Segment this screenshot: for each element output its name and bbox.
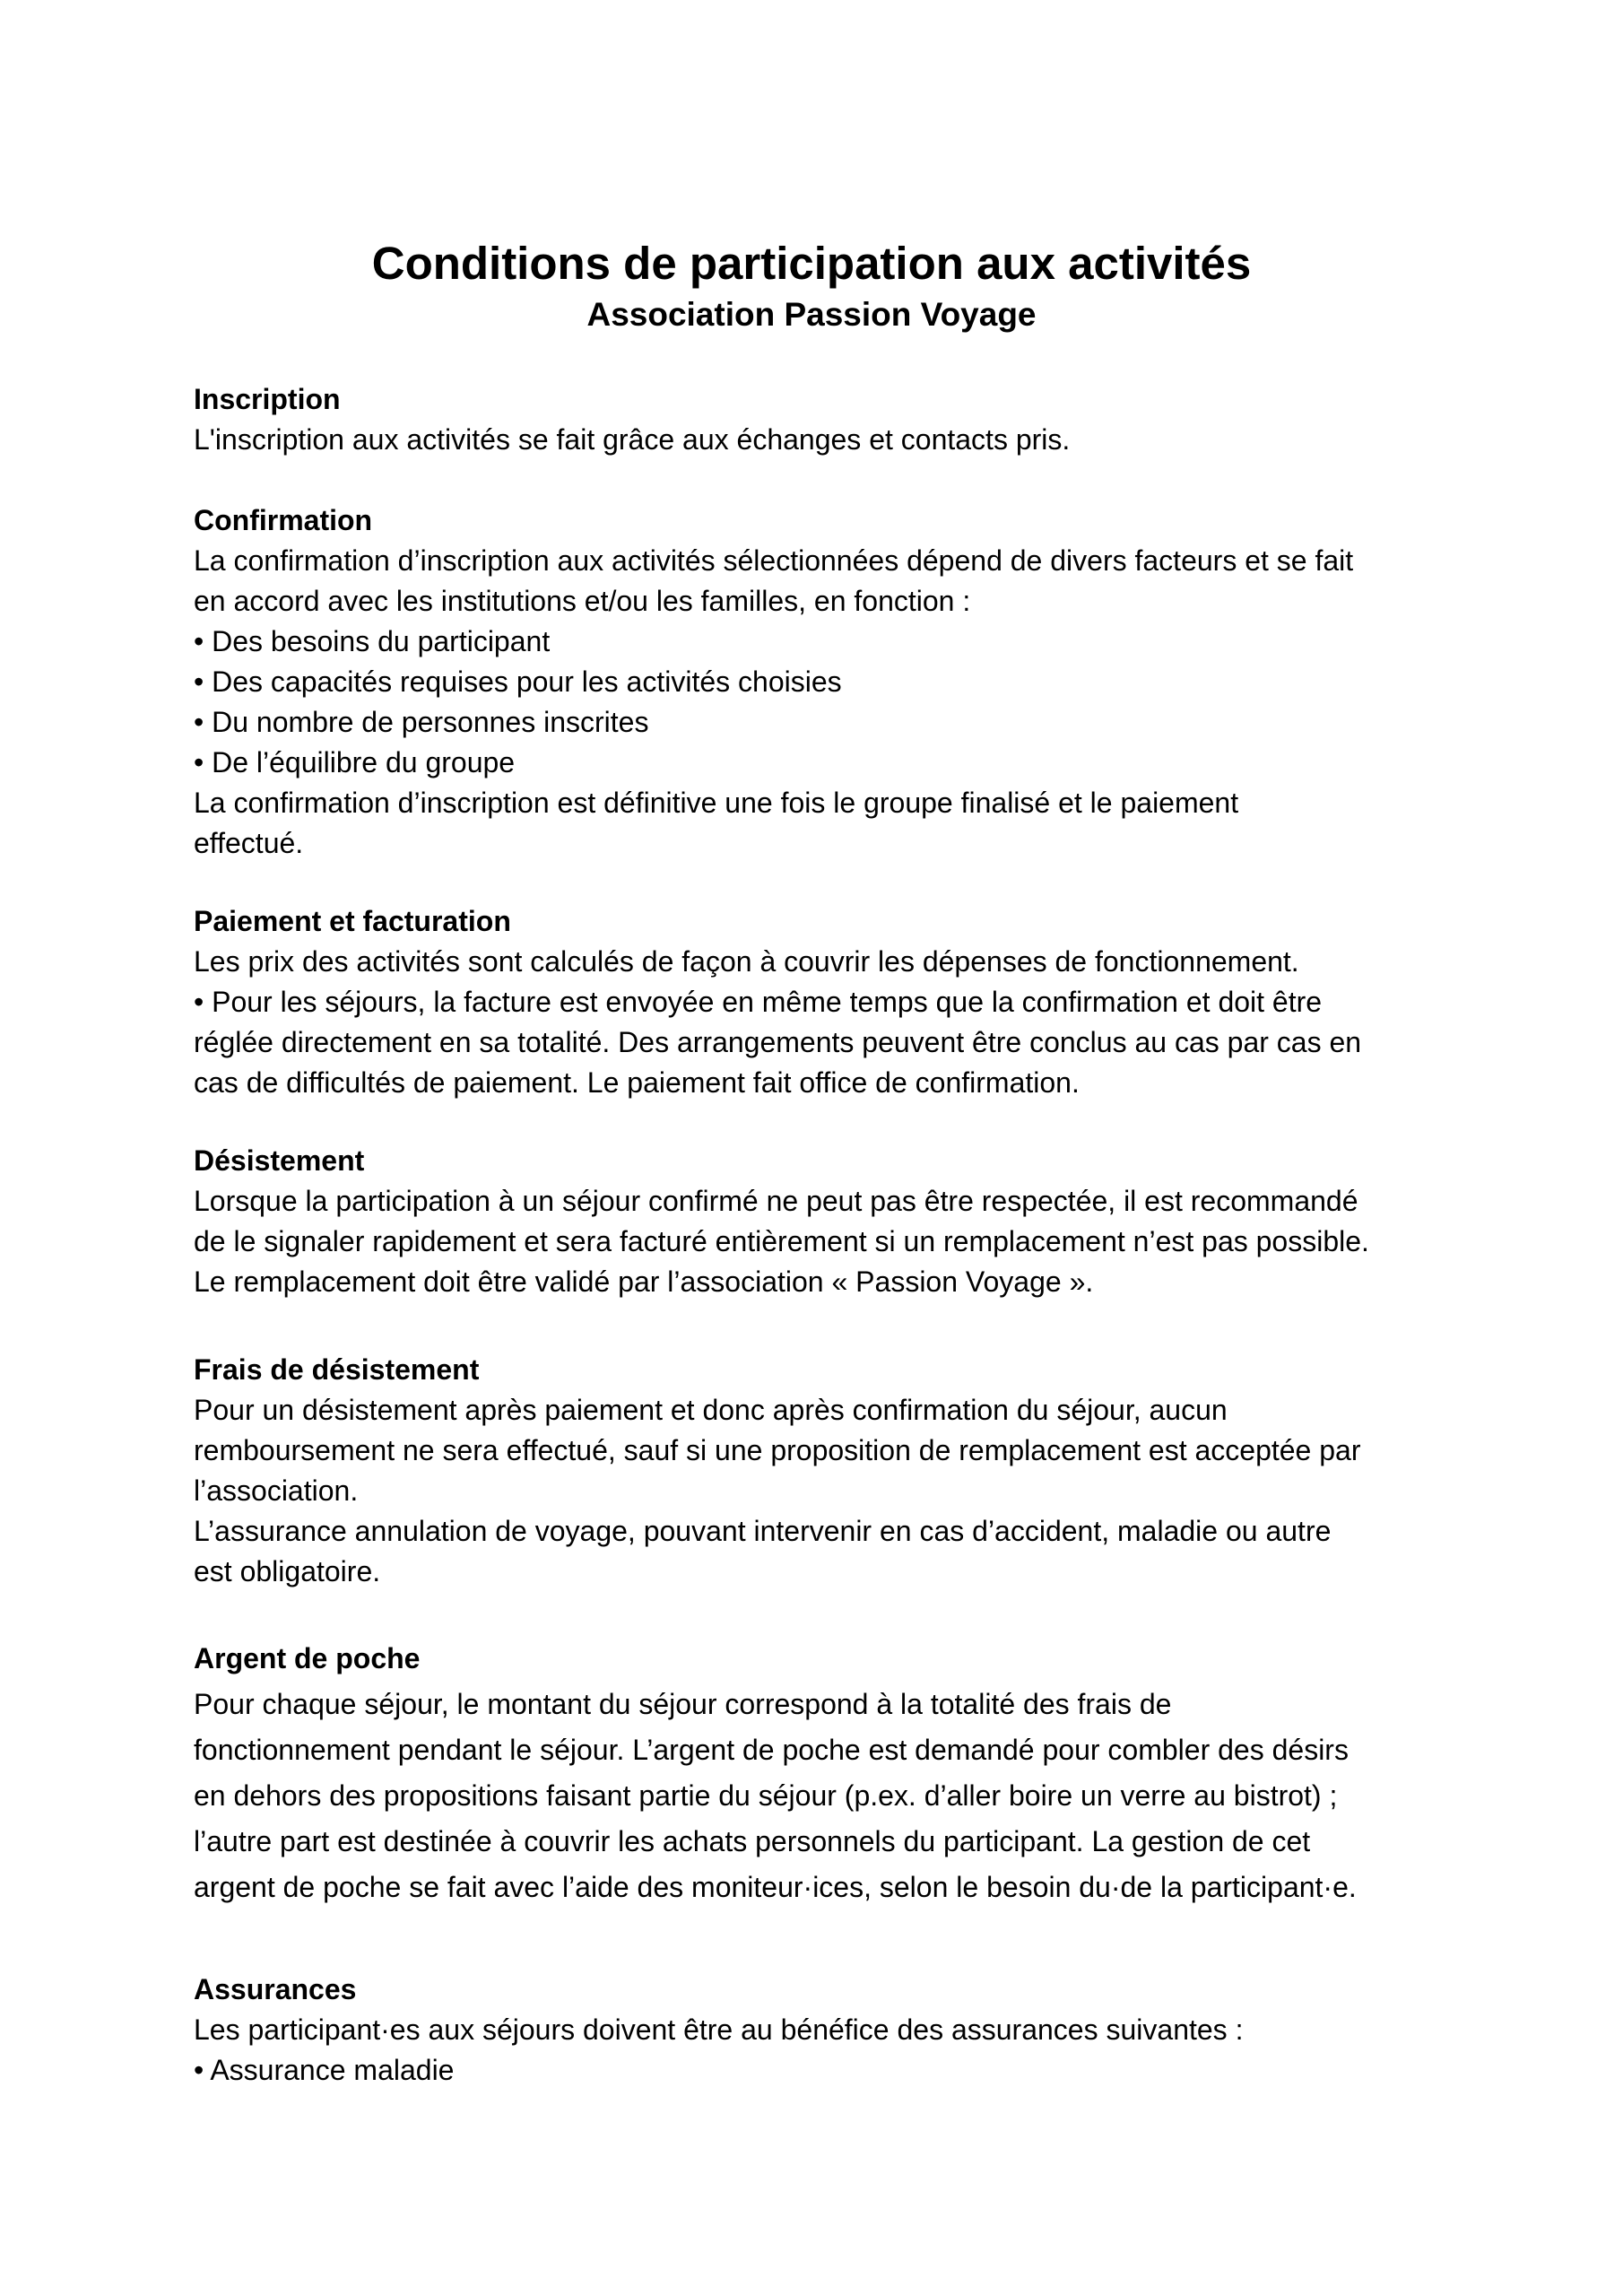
paragraph-line: Les participant·es aux séjours doivent être au bénéfice des assurances suivantes :: [194, 2013, 1244, 2046]
section-inscription: [194, 379, 1449, 460]
section-heading: Paiement et facturation: [194, 905, 511, 937]
paragraph-line: fonctionnement pendant le séjour. L’argent de poche est demandé pour combler des désirs: [194, 1734, 1349, 1766]
section-assurances: [194, 1970, 1449, 2091]
list-item: • Des capacités requises pour les activités choisies: [194, 665, 842, 698]
paragraph-line: L'inscription aux activités se fait grâce aux échanges et contacts pris.: [194, 423, 1071, 456]
section-heading: Inscription: [194, 383, 341, 415]
document-title: Conditions de participation aux activités: [371, 238, 1252, 289]
document-subtitle: Association Passion Voyage: [586, 296, 1037, 333]
section-heading: Argent de poche: [194, 1642, 421, 1674]
section-paiement: [194, 901, 1449, 1103]
section-heading: Désistement: [194, 1144, 365, 1177]
section-frais-desistement: [194, 1350, 1449, 1592]
paragraph-line: Lorsque la participation à un séjour confirmé ne peut pas être respectée, il est recommandé: [194, 1185, 1358, 1217]
paragraph-line: Pour chaque séjour, le montant du séjour correspond à la totalité des frais de: [194, 1688, 1172, 1720]
section-heading: Confirmation: [194, 504, 373, 536]
section-confirmation: [194, 500, 1449, 864]
paragraph-line: l’autre part est destinée à couvrir les achats personnels du participant. La gestion de cet: [194, 1825, 1311, 1857]
paragraph-line: Les prix des activités sont calculés de façon à couvrir les dépenses de fonctionnement.: [194, 945, 1299, 978]
paragraph-line: La confirmation d’inscription aux activités sélectionnées dépend de divers facteurs et se fait: [194, 544, 1354, 577]
list-item: • Du nombre de personnes inscrites: [194, 706, 649, 738]
paragraph-line: Le remplacement doit être validé par l’association « Passion Voyage ».: [194, 1265, 1094, 1298]
paragraph-line: L’assurance annulation de voyage, pouvant intervenir en cas d’accident, maladie ou autre: [194, 1515, 1332, 1547]
paragraph-line: La confirmation d’inscription est définitive une fois le groupe finalisé et le paiement: [194, 787, 1239, 819]
list-item: • Des besoins du participant: [194, 625, 551, 657]
paragraph-line: remboursement ne sera effectué, sauf si une proposition de remplacement est acceptée par: [194, 1434, 1361, 1466]
paragraph-line: argent de poche se fait avec l’aide des moniteur·ices, selon le besoin du·de la participant·e.: [194, 1871, 1357, 1903]
paragraph-line: l’association.: [194, 1474, 359, 1507]
list-item: • Assurance maladie: [194, 2054, 455, 2086]
section-heading: Frais de désistement: [194, 1353, 480, 1386]
paragraph-line: cas de difficultés de paiement. Le paiement fait office de confirmation.: [194, 1066, 1080, 1099]
list-item: • De l’équilibre du groupe: [194, 746, 516, 778]
section-heading: Assurances: [194, 1973, 357, 2005]
section-desistement: [194, 1141, 1449, 1302]
list-item: • Pour les séjours, la facture est envoyée en même temps que la confirmation et doit être: [194, 986, 1323, 1018]
section-argent-de-poche: [194, 1639, 1449, 1910]
paragraph-line: réglée directement en sa totalité. Des arrangements peuvent être conclus au cas par cas en: [194, 1026, 1362, 1058]
paragraph-line: en dehors des propositions faisant partie du séjour (p.ex. d’aller boire un verre au bistrot) ;: [194, 1779, 1338, 1812]
paragraph-line: en accord avec les institutions et/ou les familles, en fonction :: [194, 585, 971, 617]
paragraph-line: de le signaler rapidement et sera facturé entièrement si un remplacement n’est pas possible.: [194, 1225, 1369, 1257]
paragraph-line: Pour un désistement après paiement et donc après confirmation du séjour, aucun: [194, 1394, 1228, 1426]
paragraph-line: effectué.: [194, 827, 304, 859]
paragraph-line: est obligatoire.: [194, 1555, 381, 1587]
